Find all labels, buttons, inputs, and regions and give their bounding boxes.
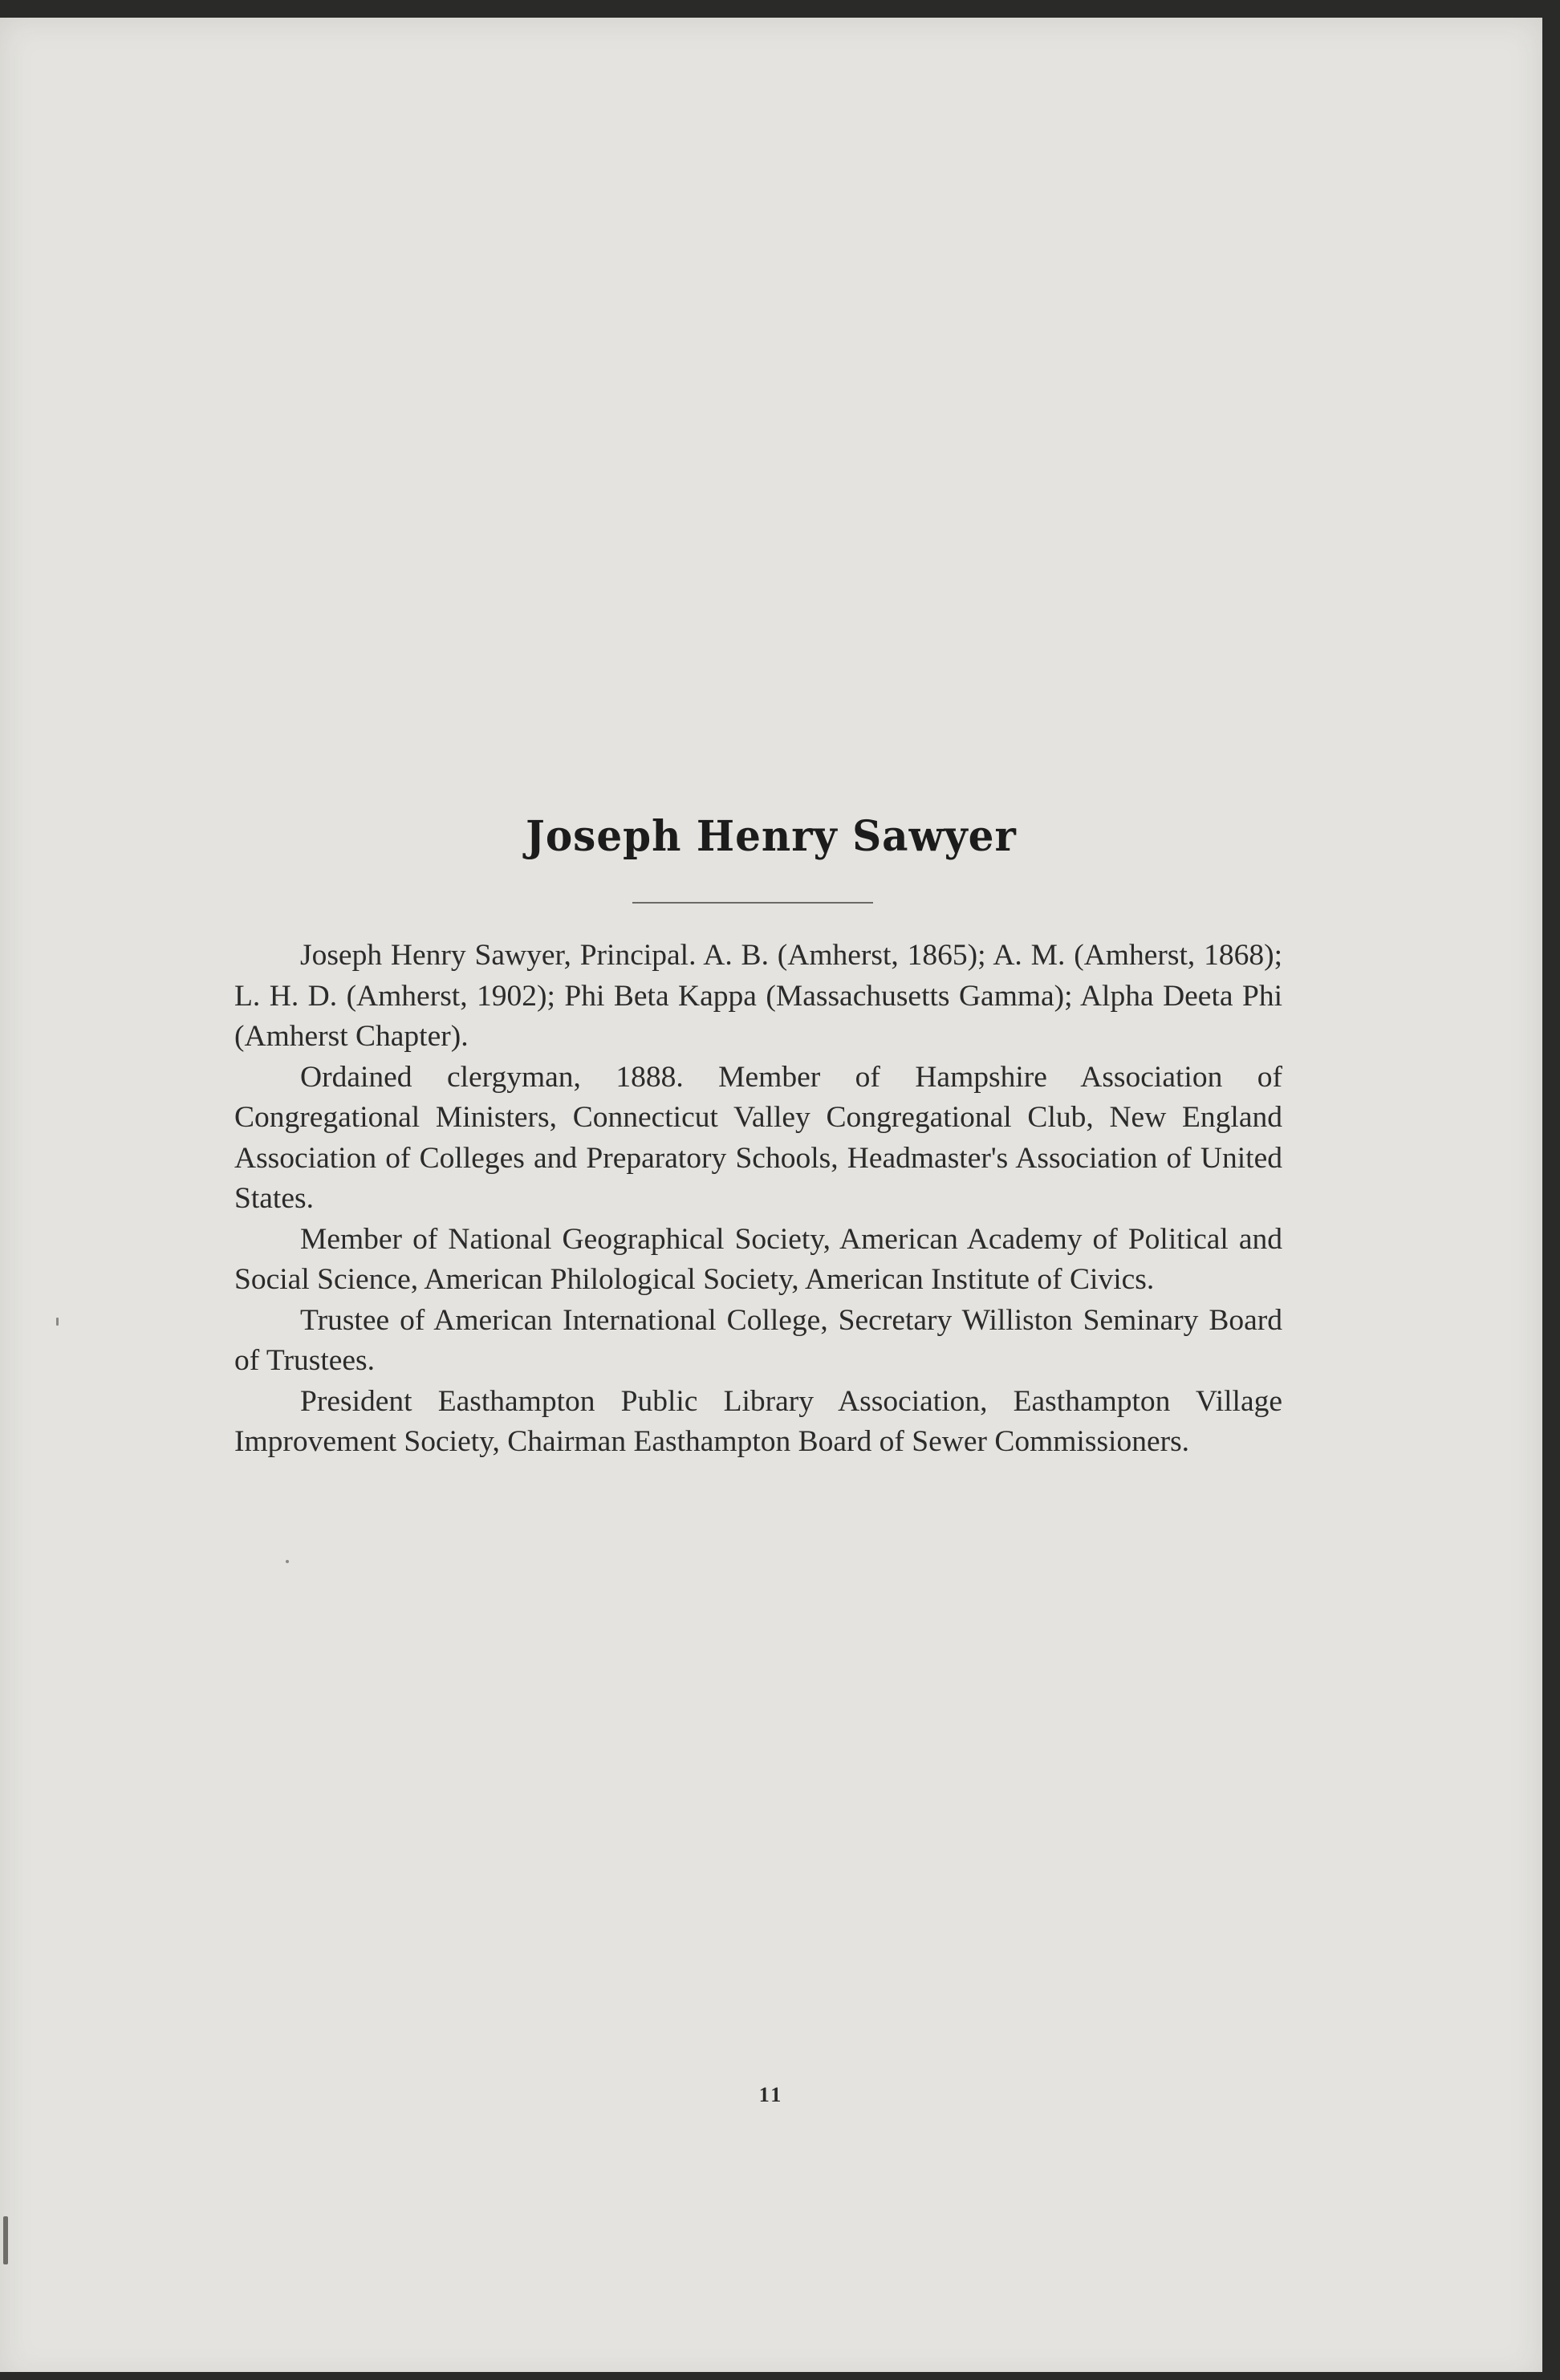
scan-edge-right [1542,0,1560,2380]
paper-speck [286,1560,289,1563]
paragraph-clergy: Ordained clergyman, 1888. Member of Hampshire Association of Congregational Ministers, Connecticut Valley Congregational Club, New England Association of Colleges and Preparatory Schools, Headmaster's Association of United States. [234,1060,1282,1215]
biography-text [234,936,1282,1463]
paragraph-degrees: Joseph Henry Sawyer, Principal. A. B. (Amherst, 1865); A. M. (Amherst, 1868); L. H. D. (Amherst, 1902); Phi Beta Kappa (Massachusetts Gamma); Alpha Deeta Phi (Amherst Chapter). [234,939,1282,1053]
page-title: Joseph Henry Sawyer [526,810,1017,861]
scan-edge-bottom [0,2372,1560,2380]
page-number: 11 [758,2083,784,2106]
paragraph-trustee: Trustee of American International College, Secretary Williston Seminary Board of Trustees. [234,1303,1282,1377]
paper-speck [3,2216,8,2264]
paragraph-societies: Member of National Geographical Society, American Academy of Political and Social Science, American Philological Society, American Institute of Civics. [234,1222,1282,1296]
paper-speck [56,1318,59,1326]
paragraph-president: President Easthampton Public Library Association, Easthampton Village Improvement Society, Chairman Easthampton Board of Sewer Commissioners. [234,1384,1282,1458]
title-rule [632,902,873,904]
scan-edge-top [0,0,1560,18]
book-page [0,18,1542,2380]
